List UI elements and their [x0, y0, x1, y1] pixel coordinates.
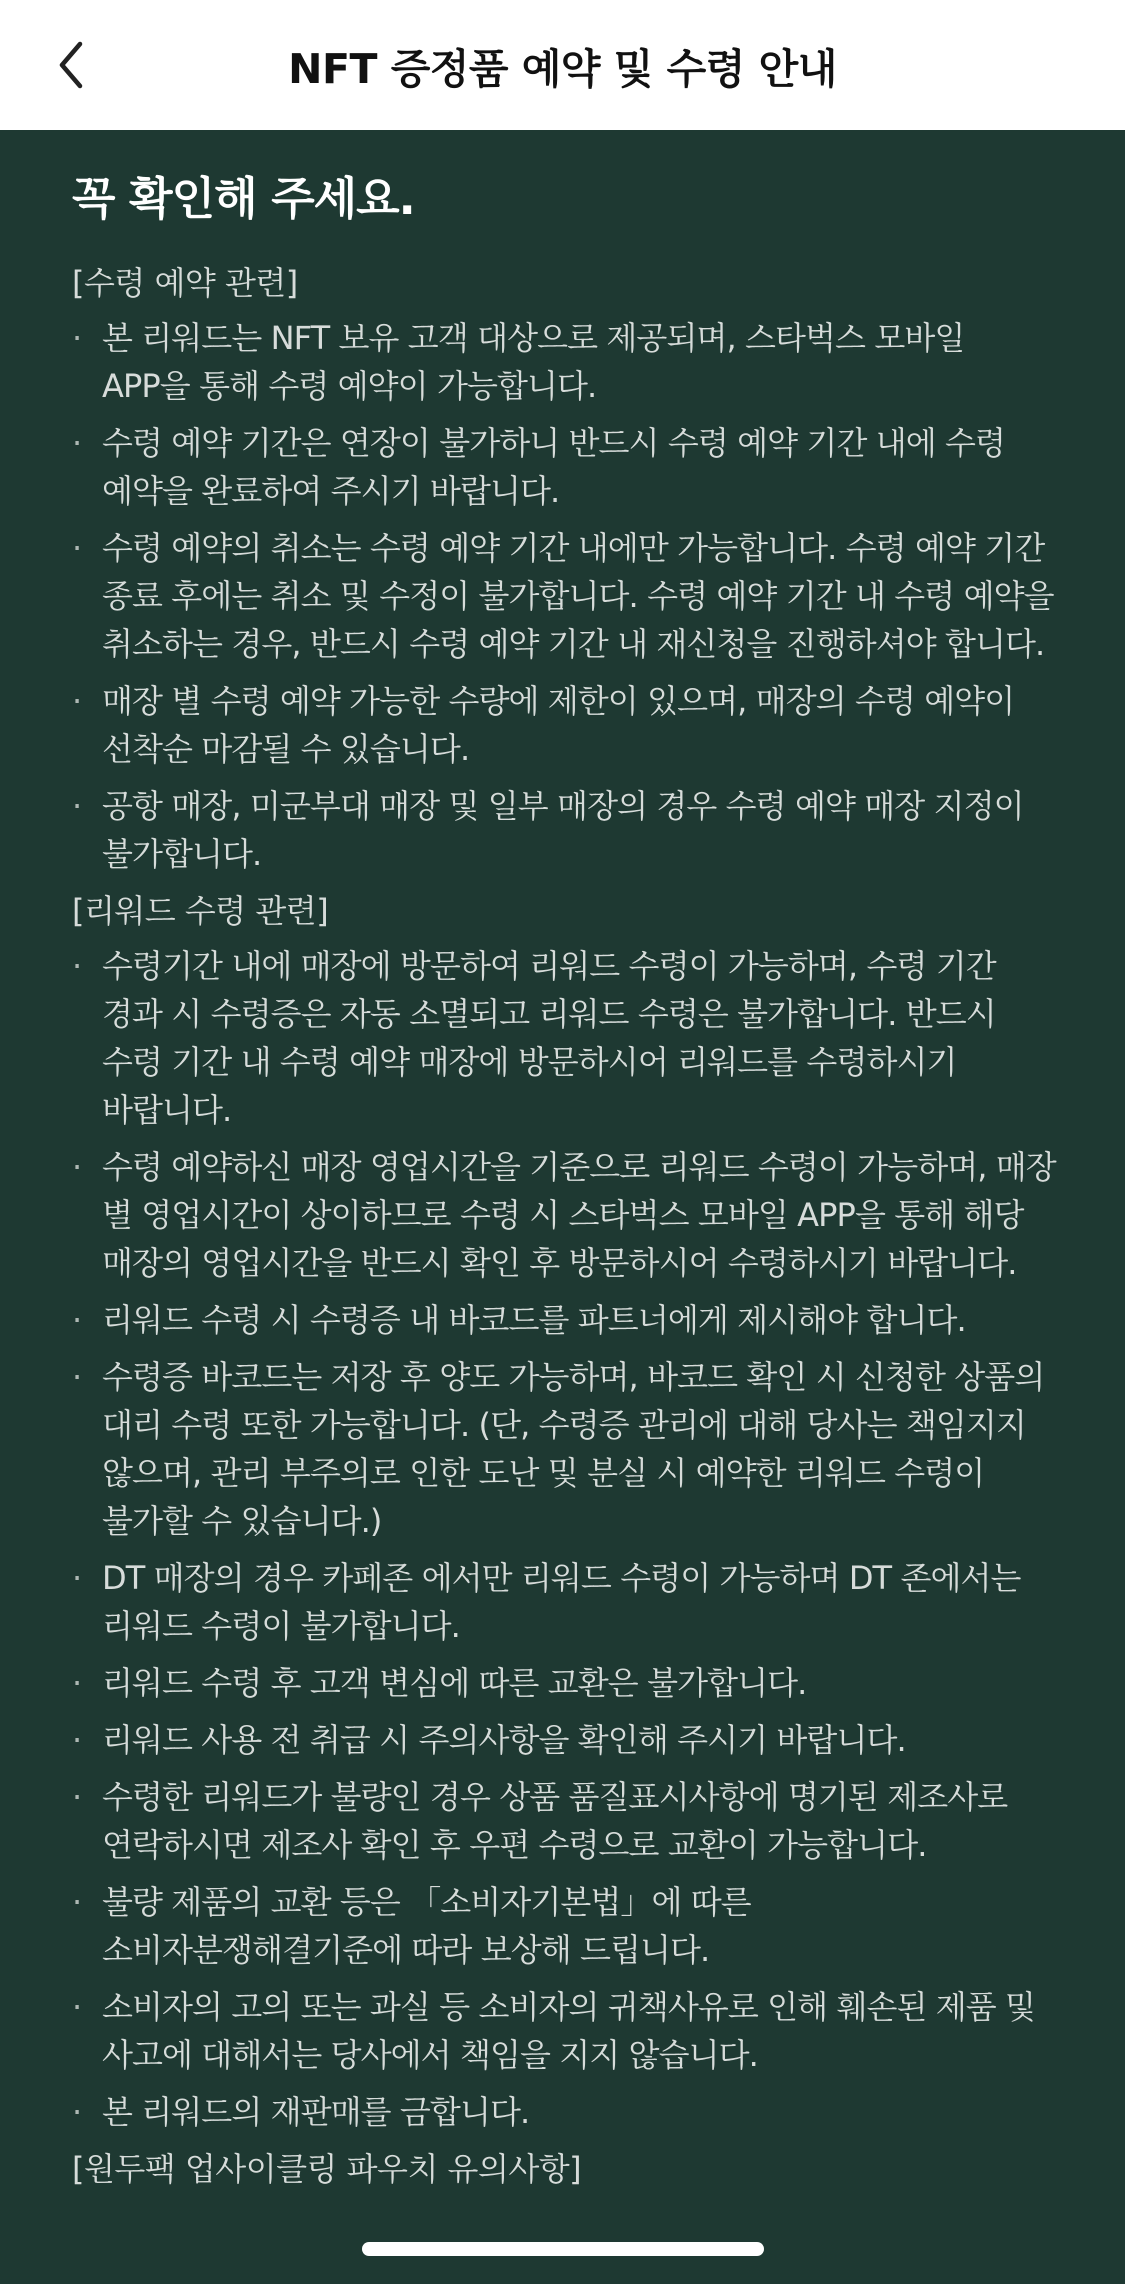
bullet: · — [72, 1663, 82, 1702]
section-title: [리워드 수령 관련] — [72, 891, 329, 930]
bullet: · — [72, 1987, 82, 2026]
section-reservation — [72, 259, 1057, 878]
bullet: · — [72, 528, 82, 567]
back-button[interactable] — [36, 30, 106, 100]
bullet: · — [72, 1357, 82, 1396]
list-item: · 리워드 수령 시 수령증 내 바코드를 파트너에게 제시해야 합니다. — [72, 1296, 1057, 1344]
bullet: · — [72, 946, 82, 985]
list-item: · 공항 매장, 미군부대 매장 및 일부 매장의 경우 수령 예약 매장 지정이 불가합니다. — [72, 782, 1057, 878]
list-item: · 매장 별 수령 예약 가능한 수량에 제한이 있으며, 매장의 수령 예약이 선착순 마감될 수 있습니다. — [72, 677, 1057, 773]
home-indicator[interactable] — [362, 2242, 764, 2256]
list-item: · 리워드 사용 전 취급 시 주의사항을 확인해 주시기 바랍니다. — [72, 1716, 1057, 1764]
bullet: · — [72, 423, 82, 462]
item-list — [72, 942, 1057, 2136]
page-title: NFT 증정품 예약 및 수령 안내 — [288, 44, 837, 93]
bullet: · — [72, 1777, 82, 1816]
bullet: · — [72, 1558, 82, 1597]
section-pouch-notice — [72, 2145, 1057, 2193]
chevron-left-icon — [56, 40, 86, 90]
item-list — [72, 314, 1057, 878]
list-item: · 본 리워드의 재판매를 금합니다. — [72, 2088, 1057, 2136]
list-item: · 리워드 수령 후 고객 변심에 따른 교환은 불가합니다. — [72, 1659, 1057, 1707]
bullet: · — [72, 1720, 82, 1759]
bullet: · — [72, 786, 82, 825]
list-item: · 수령 예약하신 매장 영업시간을 기준으로 리워드 수령이 가능하며, 매장 별 영업시간이 상이하므로 수령 시 스타벅스 모바일 APP을 통해 해당 매장의 영업시간을 반드시 확인 후 방문하시어 수령하시기 바랍니다. — [72, 1143, 1057, 1287]
list-item: · 수령한 리워드가 불량인 경우 상품 품질표시사항에 명기된 제조사로 연락하시면 제조사 확인 후 우편 수령으로 교환이 가능합니다. — [72, 1773, 1057, 1869]
bullet: · — [72, 1882, 82, 1921]
bullet: · — [72, 318, 82, 357]
list-item: · 불량 제품의 교환 등은 「소비자기본법」에 따른 소비자분쟁해결기준에 따라 보상해 드립니다. — [72, 1878, 1057, 1974]
list-item: · 수령증 바코드는 저장 후 양도 가능하며, 바코드 확인 시 신청한 상품의 대리 수령 또한 가능합니다. (단, 수령증 관리에 대해 당사는 책임지지 않으며, 관리 부주의로 인한 도난 및 분실 시 예약한 리워드 수령이 불가할 수 있습니다.) — [72, 1353, 1057, 1545]
section-reward-pickup — [72, 887, 1057, 2136]
notice-heading: 꼭 확인해 주세요. — [72, 172, 415, 225]
section-title: [수령 예약 관련] — [72, 263, 298, 302]
bullet: · — [72, 2092, 82, 2131]
list-item: · 본 리워드는 NFT 보유 고객 대상으로 제공되며, 스타벅스 모바일 APP을 통해 수령 예약이 가능합니다. — [72, 314, 1057, 410]
notice-content[interactable] — [0, 130, 1125, 2284]
app-header — [0, 0, 1125, 130]
list-item: · DT 매장의 경우 카페존 에서만 리워드 수령이 가능하며 DT 존에서는 리워드 수령이 불가합니다. — [72, 1554, 1057, 1650]
bullet: · — [72, 681, 82, 720]
list-item: · 소비자의 고의 또는 과실 등 소비자의 귀책사유로 인해 훼손된 제품 및 사고에 대해서는 당사에서 책임을 지지 않습니다. — [72, 1983, 1057, 2079]
bullet: · — [72, 1300, 82, 1339]
bullet: · — [72, 1147, 82, 1186]
list-item: · 수령기간 내에 매장에 방문하여 리워드 수령이 가능하며, 수령 기간 경과 시 수령증은 자동 소멸되고 리워드 수령은 불가합니다. 반드시 수령 기간 내 수령 예약 매장에 방문하시어 리워드를 수령하시기 바랍니다. — [72, 942, 1057, 1134]
section-title: [원두팩 업사이클링 파우치 유의사항] — [72, 2149, 582, 2188]
list-item: · 수령 예약의 취소는 수령 예약 기간 내에만 가능합니다. 수령 예약 기간 종료 후에는 취소 및 수정이 불가합니다. 수령 예약 기간 내 수령 예약을 취소하는 경우, 반드시 수령 예약 기간 내 재신청을 진행하셔야 합니다. — [72, 524, 1057, 668]
list-item: · 수령 예약 기간은 연장이 불가하니 반드시 수령 예약 기간 내에 수령 예약을 완료하여 주시기 바랍니다. — [72, 419, 1057, 515]
